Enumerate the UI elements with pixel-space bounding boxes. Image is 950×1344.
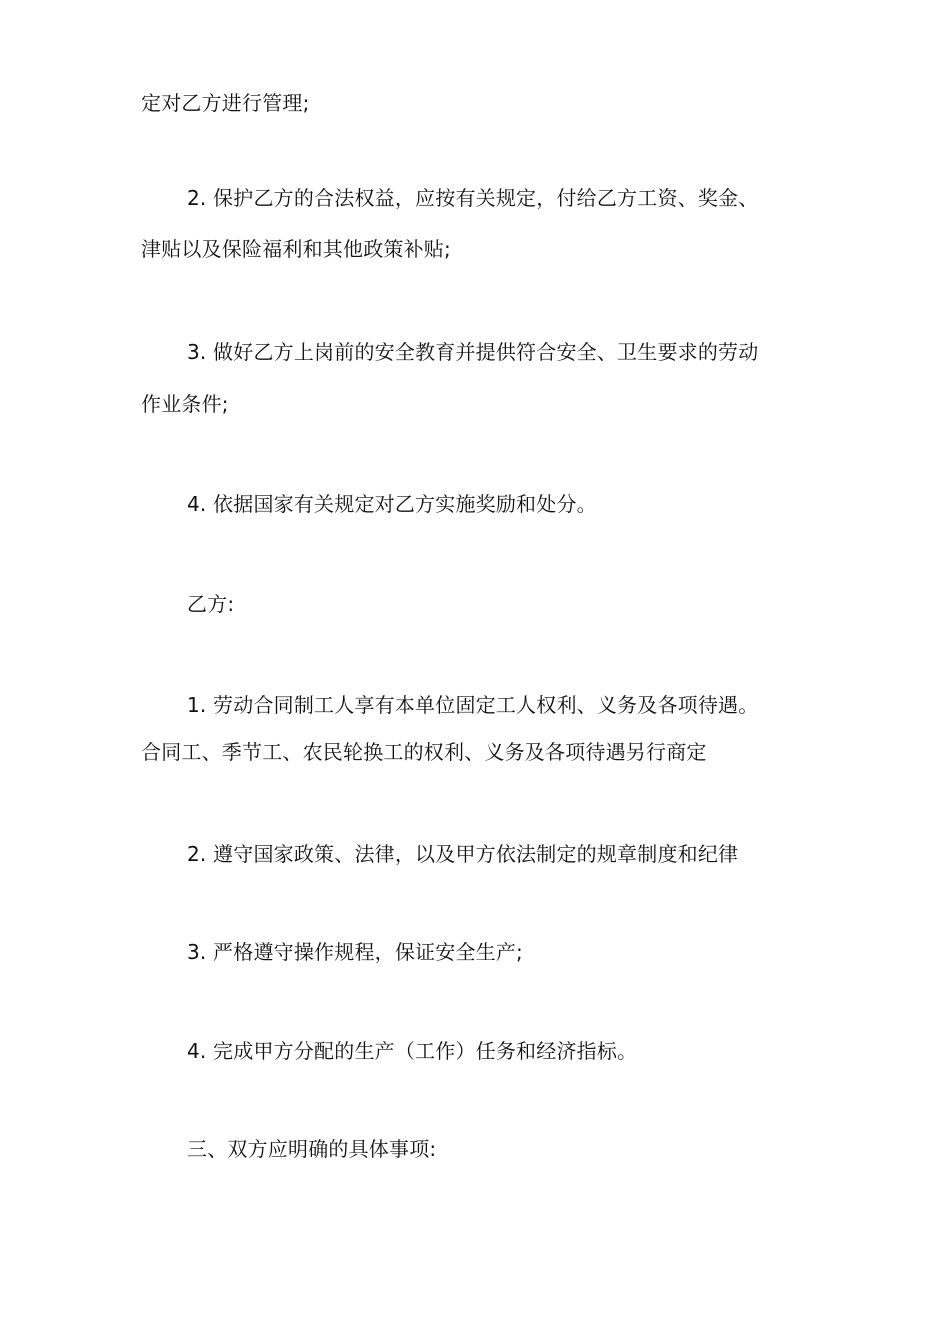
text-line-13: 三、双方应明确的具体事项: — [187, 1137, 437, 1161]
text-line-10: 2. 遵守国家政策、法律，以及甲方依法制定的规章制度和纪律 — [187, 842, 739, 866]
text-line-3: 津贴以及保险福利和其他政策补贴; — [141, 237, 451, 261]
text-line-7: 乙方: — [187, 592, 235, 616]
text-line-8: 1. 劳动合同制工人享有本单位固定工人权利、义务及各项待遇。 — [187, 693, 759, 717]
text-line-11: 3. 严格遵守操作规程，保证安全生产; — [187, 940, 523, 964]
text-line-6: 4. 依据国家有关规定对乙方实施奖励和处分。 — [187, 492, 597, 516]
text-line-9: 合同工、季节工、农民轮换工的权利、义务及各项待遇另行商定 — [141, 740, 707, 764]
text-line-4: 3. 做好乙方上岗前的安全教育并提供符合安全、卫生要求的劳动 — [187, 340, 759, 364]
text-line-1: 定对乙方进行管理; — [141, 91, 310, 115]
text-line-5: 作业条件; — [141, 392, 229, 416]
text-line-2: 2. 保护乙方的合法权益，应按有关规定，付给乙方工资、奖金、 — [187, 186, 759, 210]
text-line-12: 4. 完成甲方分配的生产（工作）任务和经济指标。 — [187, 1039, 638, 1063]
